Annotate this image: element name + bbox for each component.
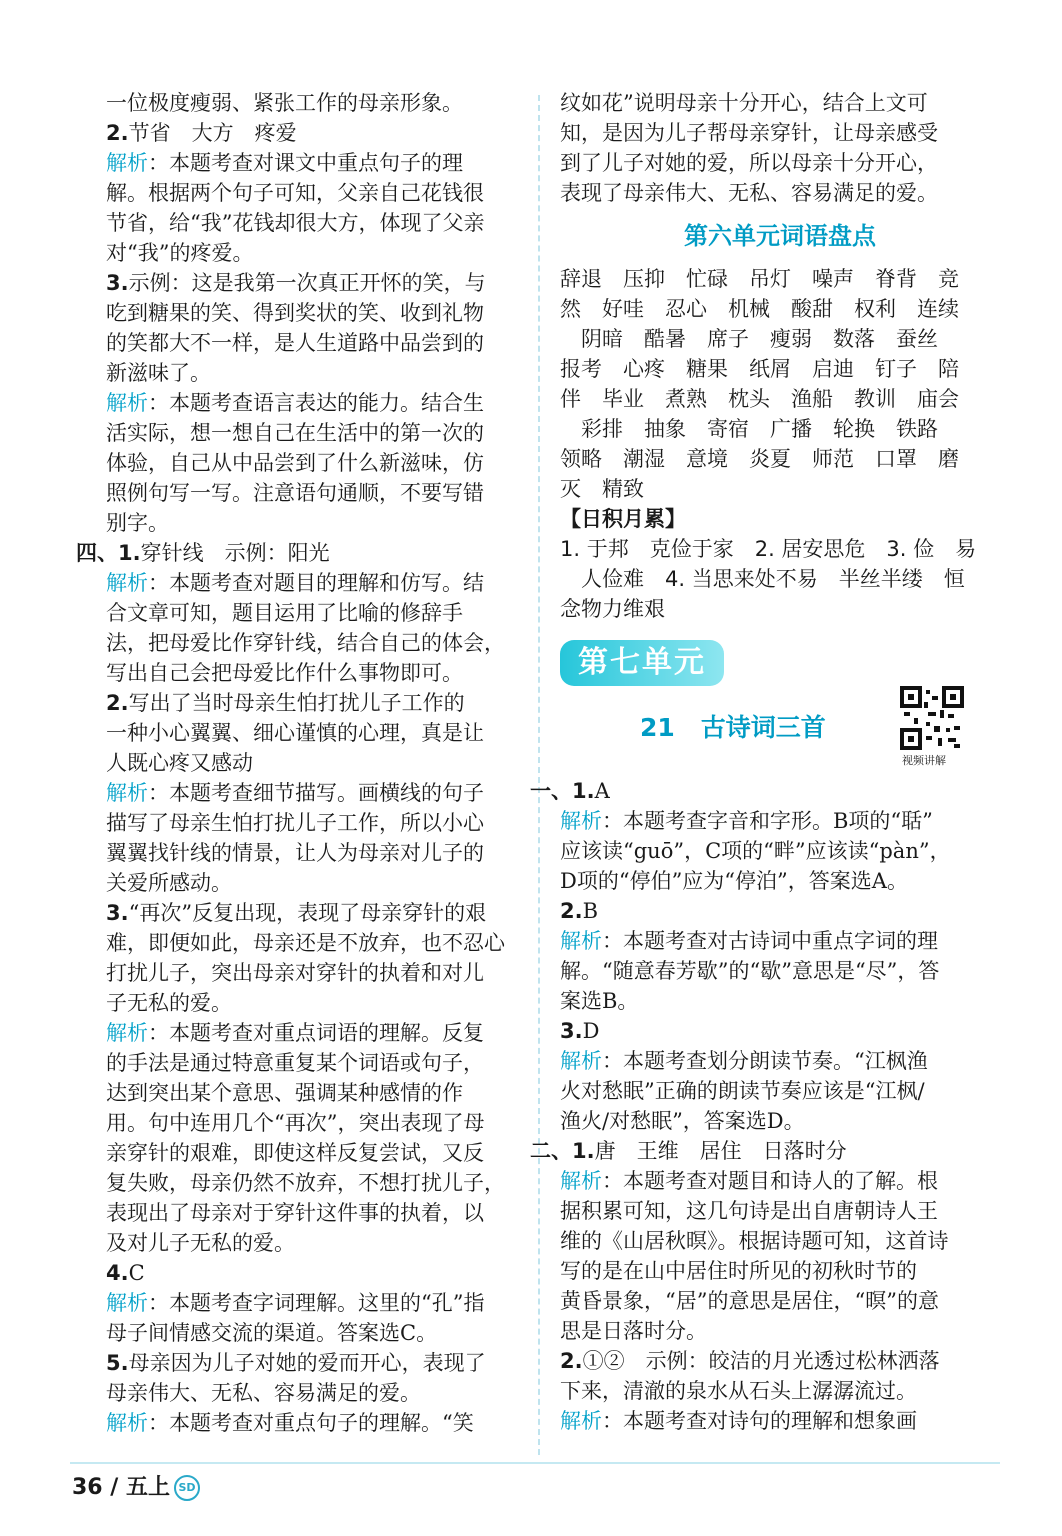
rijileiyue-header: 【日积月累】 xyxy=(560,507,686,531)
question-number: 3. xyxy=(106,271,129,295)
question-number: 2. xyxy=(560,1349,583,1373)
text-line xyxy=(106,148,518,178)
section-marker: 二、 xyxy=(530,1139,572,1163)
text-line xyxy=(106,1078,518,1108)
line-text: 一种小心翼翼、细心谨慎的心理，真是让 xyxy=(106,721,484,745)
question-number: 3. xyxy=(106,901,129,925)
lesson-number: 21 xyxy=(640,713,675,742)
line-text: 合文章可知，题目运用了比喻的修辞手 xyxy=(106,601,463,625)
question-number: 2. xyxy=(106,121,129,145)
analysis-tag: 解析 xyxy=(560,1049,602,1073)
analysis-tag: 解析 xyxy=(106,571,148,595)
analysis-tag: 解析 xyxy=(106,1291,148,1315)
line-text: 打扰儿子，突出母亲对穿针的执着和对儿 xyxy=(106,961,484,985)
line-text: ：本题考查字音和字形。B项的“聒” xyxy=(602,809,933,833)
section-marker: 四、 xyxy=(76,541,118,565)
text-line xyxy=(106,688,518,718)
line-text: B xyxy=(582,899,599,923)
line-text: 穿针线 示例：阳光 xyxy=(140,541,330,565)
question-number: 2. xyxy=(106,691,129,715)
line-text: 对“我”的疼爱。 xyxy=(106,241,254,265)
text-line xyxy=(530,1136,1000,1166)
text-line xyxy=(560,806,1000,836)
question-number: 5. xyxy=(106,1351,129,1375)
text-line xyxy=(106,1048,518,1078)
text-line xyxy=(560,1106,1000,1136)
line-text: 关爱所感动。 xyxy=(106,871,232,895)
unit-seven-banner: 第七单元 xyxy=(560,640,724,686)
text-line xyxy=(106,508,518,538)
text-line xyxy=(560,1376,1000,1406)
line-text: 母亲伟大、无私、容易满足的爱。 xyxy=(106,1381,421,1405)
text-line xyxy=(106,208,518,238)
analysis-tag: 解析 xyxy=(560,809,602,833)
line-text: ：本题考查划分朗读节奏。“江枫渔 xyxy=(602,1049,928,1073)
line-text: ：本题考查对诗句的理解和想象画 xyxy=(602,1409,917,1433)
line-text: A xyxy=(594,779,610,803)
lesson-header xyxy=(560,686,1000,776)
text-line xyxy=(106,1198,518,1228)
text-line xyxy=(106,388,518,418)
line-text: 下来，清澈的泉水从石头上潺潺流过。 xyxy=(560,1379,917,1403)
question-number: 1. xyxy=(572,779,595,803)
line-text: 复失败，母亲仍然不放弃，不想打扰儿子， xyxy=(106,1171,505,1195)
line-text: 及对儿子无私的爱。 xyxy=(106,1231,295,1255)
text-line xyxy=(106,628,518,658)
text-line xyxy=(560,1316,1000,1346)
line-text: 的笑都大不一样，是人生道路中品尝到的 xyxy=(106,331,484,355)
text-line xyxy=(106,1138,518,1168)
line-text: 思是日落时分。 xyxy=(560,1319,707,1343)
line-text: ：本题考查对题目和诗人的了解。根 xyxy=(602,1169,938,1193)
text-line xyxy=(106,298,518,328)
text-line xyxy=(560,926,1000,956)
text-line xyxy=(106,358,518,388)
page-number: 36 / 五上 xyxy=(72,1475,170,1500)
line-text: ：本题考查对题目的理解和仿写。结 xyxy=(148,571,484,595)
line-text: 节省 大方 疼爱 xyxy=(128,121,297,145)
lesson-title xyxy=(640,708,826,744)
text-line xyxy=(106,418,518,448)
text-line xyxy=(106,1318,518,1348)
line-text: 照例句写一写。注意语句通顺，不要写错 xyxy=(106,481,484,505)
line-text: 的手法是通过特意重复某个词语或句子， xyxy=(106,1051,484,1075)
text-line xyxy=(560,986,1000,1016)
text-line: 纹如花”说明母亲十分开心，结合上文可 xyxy=(560,91,928,115)
text-line xyxy=(560,1256,1000,1286)
vocab-section-title: 第六单元词语盘点 xyxy=(684,222,876,250)
line-text: 解。“随意春芳歇”的“歇”意思是“尽”，答 xyxy=(560,959,940,983)
column-divider xyxy=(538,95,540,1455)
text-line: 灭 精致 xyxy=(560,477,644,501)
line-text: 描写了母亲生怕打扰儿子工作，所以小心 xyxy=(106,811,484,835)
qr-code-icon[interactable] xyxy=(900,686,964,750)
text-line xyxy=(106,718,518,748)
line-text: 节省，给“我”花钱却很大方，体现了父亲 xyxy=(106,211,485,235)
line-text: 吃到糖果的笑、得到奖状的笑、收到礼物 xyxy=(106,301,484,325)
text-line xyxy=(106,88,518,118)
text-line: 念物力维艰 xyxy=(560,597,665,621)
text-line: 阴暗 酷暑 席子 瘦弱 数落 蚕丝 xyxy=(560,327,938,351)
text-line xyxy=(560,836,1000,866)
line-text: 新滋味了。 xyxy=(106,361,211,385)
line-text: ：本题考查对重点词语的理解。反复 xyxy=(148,1021,484,1045)
text-line xyxy=(106,1348,518,1378)
text-line xyxy=(530,776,1000,806)
line-text: D项的“停伯”应为“停泊”，答案选A。 xyxy=(560,869,908,893)
line-text: 法，把母爱比作穿针线，结合自己的体会， xyxy=(106,631,505,655)
text-line: 知，是因为儿子帮母亲穿针，让母亲感受 xyxy=(560,121,938,145)
text-line xyxy=(106,448,518,478)
text-line xyxy=(106,868,518,898)
question-number: 3. xyxy=(560,1019,583,1043)
line-text: 别字。 xyxy=(106,511,169,535)
line-text: 一位极度瘦弱、紧张工作的母亲形象。 xyxy=(106,91,463,115)
text-line: 报考 心疼 糖果 纸屑 启迪 钉子 陪 xyxy=(560,357,959,381)
analysis-tag: 解析 xyxy=(560,929,602,953)
unit-seven-answers xyxy=(530,776,1000,1436)
qr-caption: 视频讲解 xyxy=(902,754,946,767)
text-line xyxy=(106,778,518,808)
text-line xyxy=(106,268,518,298)
text-line: 彩排 抽象 寄宿 广播 轮换 铁路 xyxy=(560,417,938,441)
text-line xyxy=(106,1258,518,1288)
line-text: 唐 王维 居住 日落时分 xyxy=(594,1139,847,1163)
line-text: 人既心疼又感动 xyxy=(106,751,253,775)
line-text: ：本题考查细节描写。画横线的句子 xyxy=(148,781,484,805)
text-line xyxy=(106,328,518,358)
text-line: 辞退 压抑 忙碌 吊灯 噪声 脊背 竞 xyxy=(560,267,959,291)
text-line xyxy=(76,538,518,568)
line-text: 维的《山居秋暝》。根据诗题可知，这首诗 xyxy=(560,1229,949,1253)
text-line xyxy=(106,118,518,148)
line-text: ：本题考查对重点句子的理解。“笑 xyxy=(148,1411,474,1435)
text-line: 表现了母亲伟大、无私、容易满足的爱。 xyxy=(560,181,938,205)
text-line xyxy=(106,988,518,1018)
text-line xyxy=(560,1196,1000,1226)
right-answer-column xyxy=(530,88,1000,1436)
line-text: ：本题考查语言表达的能力。结合生 xyxy=(148,391,484,415)
text-line xyxy=(106,898,518,928)
line-text: 写出了当时母亲生怕打扰儿子工作的 xyxy=(128,691,465,715)
line-text: 活实际，想一想自己在生活中的第一次的 xyxy=(106,421,484,445)
section-marker: 一、 xyxy=(530,779,572,803)
vocab-word-list xyxy=(560,264,1000,504)
text-line xyxy=(560,1076,1000,1106)
text-line xyxy=(560,1166,1000,1196)
sd-badge-icon: SD xyxy=(174,1475,200,1501)
question-number: 1. xyxy=(572,1139,595,1163)
line-text: 写出自己会把母爱比作什么事物即可。 xyxy=(106,661,463,685)
text-line xyxy=(106,1378,518,1408)
line-text: 解。根据两个句子可知，父亲自己花钱很 xyxy=(106,181,484,205)
line-text: 案选B。 xyxy=(560,989,639,1013)
line-text: ：本题考查对古诗词中重点字词的理 xyxy=(602,929,938,953)
text-line xyxy=(560,866,1000,896)
line-text: 翼翼找针线的情景，让人为母亲对儿子的 xyxy=(106,841,484,865)
line-text: 用。句中连用几个“再次”，突出表现了母 xyxy=(106,1111,485,1135)
text-line xyxy=(560,1346,1000,1376)
text-line: 人俭难 4. 当思来处不易 半丝半缕 恒 xyxy=(560,567,965,591)
analysis-tag: 解析 xyxy=(560,1409,602,1433)
line-text: 子无私的爱。 xyxy=(106,991,232,1015)
text-line xyxy=(560,1286,1000,1316)
question-number: 1. xyxy=(118,541,141,565)
text-line xyxy=(106,1408,518,1438)
text-line xyxy=(106,748,518,778)
text-line xyxy=(560,1046,1000,1076)
text-line xyxy=(106,178,518,208)
analysis-tag: 解析 xyxy=(106,151,148,175)
analysis-tag: 解析 xyxy=(560,1169,602,1193)
line-text: 写的是在山中居住时所见的初秋时节的 xyxy=(560,1259,917,1283)
text-line xyxy=(560,896,1000,926)
line-text: 体验，自己从中品尝到了什么新滋味，仿 xyxy=(106,451,484,475)
text-line xyxy=(106,1288,518,1318)
analysis-tag: 解析 xyxy=(106,781,148,805)
text-line: 领略 潮湿 意境 炎夏 师范 口罩 磨 xyxy=(560,447,959,471)
text-line xyxy=(560,1016,1000,1046)
analysis-tag: 解析 xyxy=(106,1411,148,1435)
text-line xyxy=(106,1108,518,1138)
line-text: 亲穿针的艰难，即使这样反复尝试，又反 xyxy=(106,1141,484,1165)
lesson-name: 古诗词三首 xyxy=(700,713,826,742)
text-line xyxy=(106,838,518,868)
line-text: 渔火/对愁眠”，答案选D。 xyxy=(560,1109,805,1133)
line-text: 表现出了母亲对于穿针这件事的执着，以 xyxy=(106,1201,484,1225)
text-line xyxy=(106,658,518,688)
text-line xyxy=(106,598,518,628)
text-line xyxy=(106,478,518,508)
text-line xyxy=(106,1168,518,1198)
line-text: 难，即便如此，母亲还是不放弃，也不忍心 xyxy=(106,931,505,955)
text-line xyxy=(106,958,518,988)
line-text: 达到突出某个意思、强调某种感情的作 xyxy=(106,1081,463,1105)
line-text: 应该读“guō”，C项的“畔”应该读“pàn”， xyxy=(560,839,951,863)
line-text: 示例：这是我第一次真正开怀的笑，与 xyxy=(128,271,486,295)
analysis-tag: 解析 xyxy=(106,1021,148,1045)
line-text: C xyxy=(128,1261,145,1285)
question-number: 4. xyxy=(106,1261,129,1285)
line-text: ：本题考查字词理解。这里的“孔”指 xyxy=(148,1291,485,1315)
question-number: 2. xyxy=(560,899,583,923)
text-line: 到了儿子对她的爱，所以母亲十分开心， xyxy=(560,151,938,175)
right-continuation-text xyxy=(560,88,1000,208)
text-line xyxy=(106,928,518,958)
analysis-tag: 解析 xyxy=(106,391,148,415)
line-text: ①② 示例：皎洁的月光透过松林洒落 xyxy=(582,1349,940,1373)
text-line xyxy=(560,956,1000,986)
text-line xyxy=(106,568,518,598)
line-text: D xyxy=(582,1019,600,1043)
line-text: 火对愁眠”正确的朗读节奏应该是“江枫/ xyxy=(560,1079,925,1103)
text-line: 1. 于邦 克俭于家 2. 居安思危 3. 俭 易 xyxy=(560,537,977,561)
line-text: “再次”反复出现，表现了母亲穿针的艰 xyxy=(128,901,487,925)
text-line: 然 好哇 忍心 机械 酸甜 权利 连续 xyxy=(560,297,959,321)
text-line xyxy=(106,1018,518,1048)
rijileiyue-answers xyxy=(560,534,1000,624)
line-text: ：本题考查对课文中重点句子的理 xyxy=(148,151,463,175)
text-line xyxy=(560,1226,1000,1256)
left-answer-column xyxy=(76,88,518,1438)
line-text: 母亲因为儿子对她的爱而开心，表现了 xyxy=(128,1351,486,1375)
text-line xyxy=(106,808,518,838)
line-text: 黄昏景象，“居”的意思是居住，“暝”的意 xyxy=(560,1289,939,1313)
line-text: 据积累可知，这几句诗是出自唐朝诗人王 xyxy=(560,1199,938,1223)
footer-rule xyxy=(70,1462,1000,1464)
text-line xyxy=(106,238,518,268)
line-text: 母子间情感交流的渠道。答案选C。 xyxy=(106,1321,438,1345)
text-line xyxy=(560,1406,1000,1436)
text-line: 伴 毕业 煮熟 枕头 渔船 教训 庙会 xyxy=(560,387,959,411)
text-line xyxy=(106,1228,518,1258)
page-footer xyxy=(72,1470,200,1501)
